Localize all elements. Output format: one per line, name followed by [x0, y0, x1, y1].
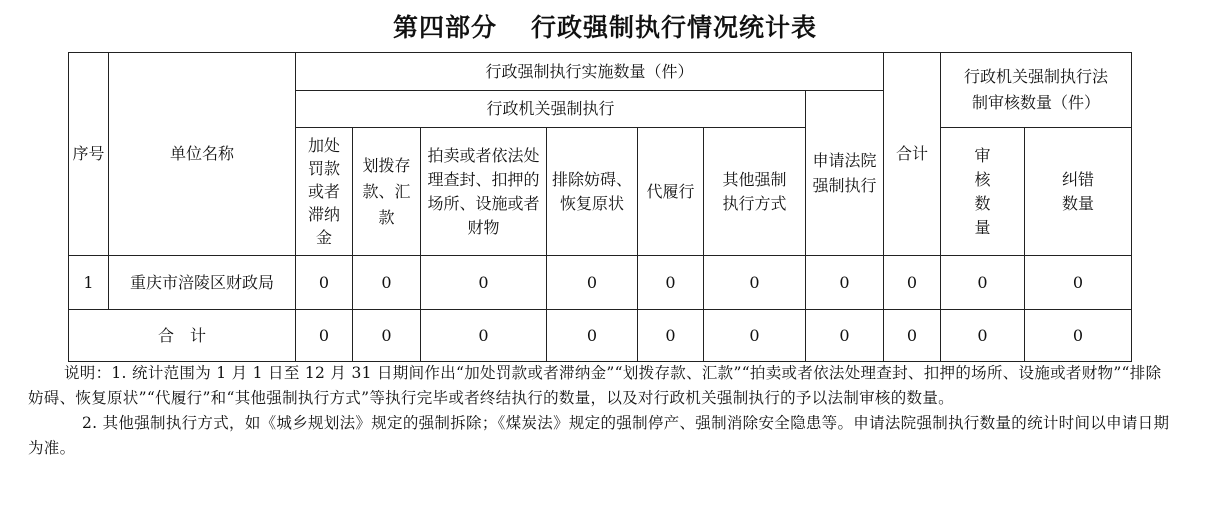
header-admin-enforcement: 行政机关强制执行 — [296, 91, 806, 128]
header-review-count: 行政机关强制执行法制审核数量（件） — [941, 53, 1132, 128]
cell-value: 0 — [421, 256, 547, 310]
note-paragraph-1: 说明：1. 统计范围为 1 月 1 日至 12 月 31 日期间作出“加处罚款或者滞纳金”“划拨存款、汇款”“拍卖或者依法处理查封、扣押的场所、设施或者财物”“排除妨碍、恢复原状”“代履行”和“其他强制执行方式”等执行完毕或者终结执行的数量，以及对行政机关强制执行的予以法制审核的数量。 — [28, 364, 1162, 407]
header-remove-obstruction: 排除妨碍、恢复原状 — [547, 128, 638, 256]
table-row — [69, 256, 1132, 310]
cell-value: 0 — [704, 256, 806, 310]
header-implementation-count: 行政强制执行实施数量（件） — [296, 53, 884, 91]
table-sum-row — [69, 310, 1132, 362]
cell-sum-value: 0 — [704, 310, 806, 362]
note-paragraph-2: 2. 其他强制执行方式，如《城乡规划法》规定的强制拆除；《煤炭法》规定的强制停产、强制消除安全隐患等。申请法院强制执行数量的统计时间以申请日期为准。 — [28, 414, 1170, 457]
header-court-enforcement: 申请法院强制执行 — [806, 91, 884, 256]
header-substitute-performance: 代履行 — [638, 128, 704, 256]
cell-sum-value: 0 — [421, 310, 547, 362]
header-unit-name: 单位名称 — [109, 53, 296, 256]
header-seq: 序号 — [69, 53, 109, 256]
notes — [28, 361, 1173, 461]
header-transfer-deposit: 划拨存款、汇款 — [353, 128, 421, 256]
cell-sum-value: 0 — [884, 310, 941, 362]
cell-sum-label: 合 计 — [69, 310, 296, 362]
header-total: 合计 — [884, 53, 941, 256]
header-auction-seized: 拍卖或者依法处理查封、扣押的场所、设施或者财物 — [421, 128, 547, 256]
cell-value: 0 — [884, 256, 941, 310]
cell-sum-value: 0 — [638, 310, 704, 362]
header-other-methods: 其他强制执行方式 — [704, 128, 806, 256]
header-fine-or-late-fee: 加处罚款或者滞纳金 — [296, 128, 353, 256]
cell-value: 0 — [806, 256, 884, 310]
cell-sum-value: 0 — [806, 310, 884, 362]
cell-sum-value: 0 — [941, 310, 1025, 362]
header-review-quantity: 审核数量 — [941, 128, 1025, 256]
cell-value: 0 — [1025, 256, 1132, 310]
title-part: 第四部分 — [392, 13, 497, 42]
page-title — [0, 8, 1210, 44]
cell-value: 0 — [547, 256, 638, 310]
cell-value: 0 — [296, 256, 353, 310]
enforcement-statistics-table — [68, 52, 1132, 362]
cell-sum-value: 0 — [353, 310, 421, 362]
cell-sum-value: 0 — [547, 310, 638, 362]
cell-sum-value: 0 — [1025, 310, 1132, 362]
title-name: 行政强制执行情况统计表 — [531, 13, 818, 42]
cell-unit-name: 重庆市涪陵区财政局 — [109, 256, 296, 310]
cell-value: 0 — [941, 256, 1025, 310]
header-correction-quantity: 纠错数量 — [1025, 128, 1132, 256]
cell-seq: 1 — [69, 256, 109, 310]
cell-sum-value: 0 — [296, 310, 353, 362]
cell-value: 0 — [638, 256, 704, 310]
cell-value: 0 — [353, 256, 421, 310]
